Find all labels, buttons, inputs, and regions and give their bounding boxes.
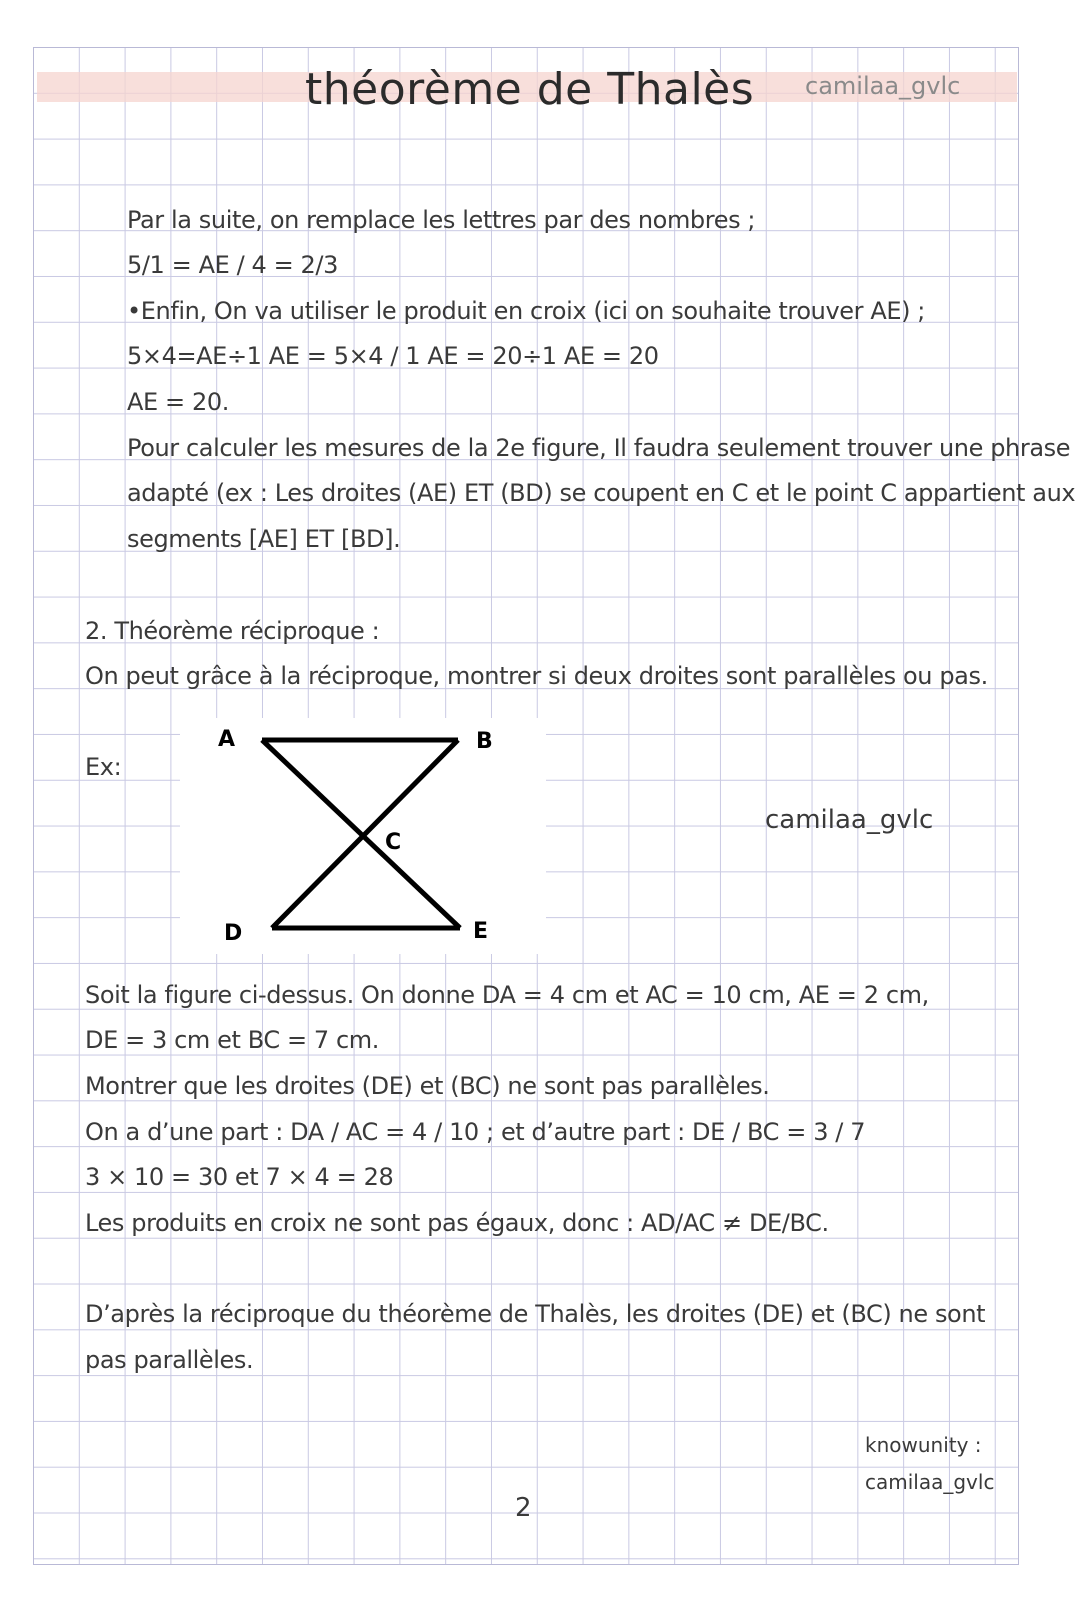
text-line: Par la suite, on remplace les lettres par des nombres ; bbox=[127, 206, 756, 234]
page-number: 2 bbox=[515, 1493, 532, 1523]
thales-figure-svg bbox=[180, 718, 546, 954]
text-line: adapté (ex : Les droites (AE) ET (BD) se coupent en C et le point C appartient aux bbox=[127, 479, 1076, 507]
point-label-c: C bbox=[385, 830, 402, 855]
point-label-b: B bbox=[476, 729, 493, 754]
point-label-a: A bbox=[218, 727, 236, 752]
text-line: Soit la figure ci-dessus. On donne DA = 4 cm et AC = 10 cm, AE = 2 cm, bbox=[85, 981, 929, 1009]
text-line: 3 × 10 = 30 et 7 × 4 = 28 bbox=[85, 1163, 394, 1191]
author-watermark: camilaa_gvlc bbox=[765, 805, 934, 835]
page-title: théorème de Thalès bbox=[305, 64, 755, 115]
text-line: On a d’une part : DA / AC = 4 / 10 ; et d’autre part : DE / BC = 3 / 7 bbox=[85, 1118, 866, 1146]
point-label-d: D bbox=[224, 921, 243, 946]
conclusion-line: D’après la réciproque du théorème de Thalès, les droites (DE) et (BC) ne sont bbox=[85, 1300, 986, 1328]
text-line: 5×4=AE÷1 AE = 5×4 / 1 AE = 20÷1 AE = 20 bbox=[127, 342, 659, 370]
conclusion-line: pas parallèles. bbox=[85, 1346, 254, 1374]
section-heading: 2. Théorème réciproque : bbox=[85, 617, 380, 645]
text-line: •Enfin, On va utiliser le produit en croix (ici on souhaite trouver AE) ; bbox=[127, 297, 925, 325]
footer-knowunity: knowunity : bbox=[865, 1433, 982, 1457]
footer-author: camilaa_gvlc bbox=[865, 1470, 995, 1494]
text-line: On peut grâce à la réciproque, montrer si deux droites sont parallèles ou pas. bbox=[85, 662, 988, 690]
text-line: 5/1 = AE / 4 = 2/3 bbox=[127, 251, 338, 279]
thales-figure bbox=[180, 718, 546, 954]
text-line: Pour calculer les mesures de la 2e figure, Il faudra seulement trouver une phrase bbox=[127, 434, 1071, 462]
text-line: Montrer que les droites (DE) et (BC) ne sont pas parallèles. bbox=[85, 1072, 770, 1100]
point-label-e: E bbox=[473, 919, 489, 944]
text-line: DE = 3 cm et BC = 7 cm. bbox=[85, 1026, 379, 1054]
text-line: Les produits en croix ne sont pas égaux, donc : AD/AC ≠ DE/BC. bbox=[85, 1209, 829, 1237]
example-label: Ex: bbox=[85, 753, 122, 781]
text-line: segments [AE] ET [BD]. bbox=[127, 525, 401, 553]
text-line: AE = 20. bbox=[127, 388, 229, 416]
author-tag-top: camilaa_gvlc bbox=[805, 72, 961, 100]
